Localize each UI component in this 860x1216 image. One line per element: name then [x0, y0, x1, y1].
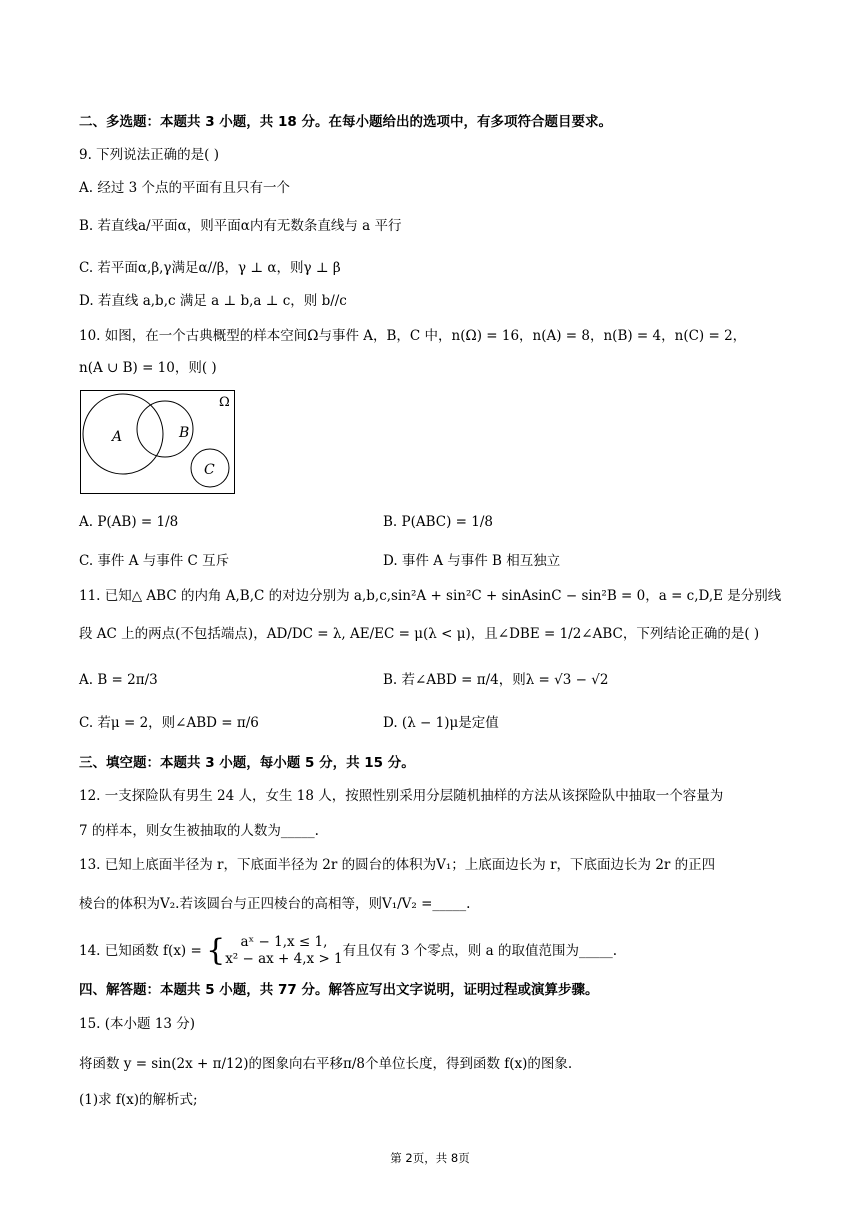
q11-option-c: C. 若μ = 2，则∠ABD = π/6 — [79, 715, 259, 731]
q15-line1: 将函数 y = sin(2x + π/12)的图象向右平移π/8个单位长度，得到函数 f(x)的图象. — [79, 1056, 573, 1072]
q14-case1: aˣ − 1,x ≤ 1, — [240, 934, 328, 950]
q14-brace: { — [206, 933, 226, 968]
q10-option-c: C. 事件 A 与事件 C 互斥 — [79, 553, 230, 569]
section-solution-heading: 四、解答题：本题共 5 小题，共 77 分。解答应写出文字说明，证明过程或演算步骤。 — [79, 982, 599, 998]
q9-stem: 9. 下列说法正确的是( ) — [79, 147, 219, 163]
sample-space-rectangle — [81, 391, 235, 494]
q11-option-d: D. (λ − 1)μ是定值 — [383, 715, 499, 731]
q12-line2: 7 的样本，则女生被抽取的人数为_____. — [79, 823, 319, 839]
q14-line — [79, 934, 617, 968]
event-a-label: A — [112, 429, 123, 445]
q10-option-d: D. 事件 A 与事件 B 相互独立 — [383, 553, 561, 569]
q11-stem-line2: 段 AC 上的两点(不包括端点)，AD/DC = λ, AE/EC = μ(λ < μ)，且∠DBE = 1/2∠ABC，下列结论正确的是( ) — [79, 626, 760, 642]
q13-line1: 13. 已知上底面半径为 r，下底面半径为 2r 的圆台的体积为V₁；上底面边长为 r，下底面边长为 2r 的正四 — [79, 857, 716, 873]
q10-stem-line1: 10. 如图，在一个古典概型的样本空间Ω与事件 A，B，C 中，n(Ω) = 16，n(A) = 8，n(B) = 4，n(C) = 2， — [79, 328, 747, 344]
q10-stem-line2: n(A ∪ B) = 10，则( ) — [79, 360, 217, 376]
section-fill-in-heading: 三、填空题：本题共 3 小题，每小题 5 分，共 15 分。 — [79, 755, 415, 771]
q15-head: 15. (本小题 13 分) — [79, 1016, 196, 1032]
q14-piecewise — [225, 934, 342, 968]
q14-case2: x² − ax + 4,x > 1 — [225, 951, 343, 967]
event-a-circle — [83, 394, 163, 474]
q9-option-d: D. 若直线 a,b,c 满足 a ⊥ b,a ⊥ c，则 b//c — [79, 293, 347, 309]
q10-option-b: B. P(ABC) = 1/8 — [383, 514, 493, 530]
q11-option-a: A. B = 2π/3 — [79, 672, 158, 688]
event-c-label: C — [204, 462, 215, 478]
q14-prefix: 14. 已知函数 f(x) = — [79, 943, 207, 959]
omega-label: Ω — [219, 395, 230, 410]
q12-line1: 12. 一支探险队有男生 24 人，女生 18 人，按照性别采用分层随机抽样的方法从该探险队中抽取一个容量为 — [79, 788, 724, 804]
venn-diagram — [80, 390, 235, 494]
q11-option-b: B. 若∠ABD = π/4，则λ = √3 − √2 — [383, 672, 609, 688]
section-multiple-choice-heading: 二、多选题：本题共 3 小题，共 18 分。在每小题给出的选项中，有多项符合题目要求。 — [79, 114, 612, 130]
q9-option-b: B. 若直线a/平面α，则平面α内有无数条直线与 a 平行 — [79, 218, 402, 234]
event-b-label: B — [179, 425, 190, 441]
q14-suffix: 有且仅有 3 个零点，则 a 的取值范围为_____. — [342, 943, 617, 959]
q13-line2: 棱台的体积为V₂.若该圆台与正四棱台的高相等，则V₁/V₂ =_____. — [79, 896, 471, 912]
q10-option-a: A. P(AB) = 1/8 — [79, 514, 179, 530]
q9-option-a: A. 经过 3 个点的平面有且只有一个 — [79, 180, 291, 196]
q11-stem-line1: 11. 已知△ ABC 的内角 A,B,C 的对边分别为 a,b,c,sin²A + sin²C + sinAsinC − sin²B = 0，a = c,D,E 是分别线 — [79, 588, 782, 604]
q9-option-c: C. 若平面α,β,γ满足α//β，γ ⊥ α，则γ ⊥ β — [79, 260, 341, 276]
page-footer: 第 2页，共 8页 — [390, 1151, 470, 1165]
q15-sub1: (1)求 f(x)的解析式; — [79, 1092, 198, 1108]
